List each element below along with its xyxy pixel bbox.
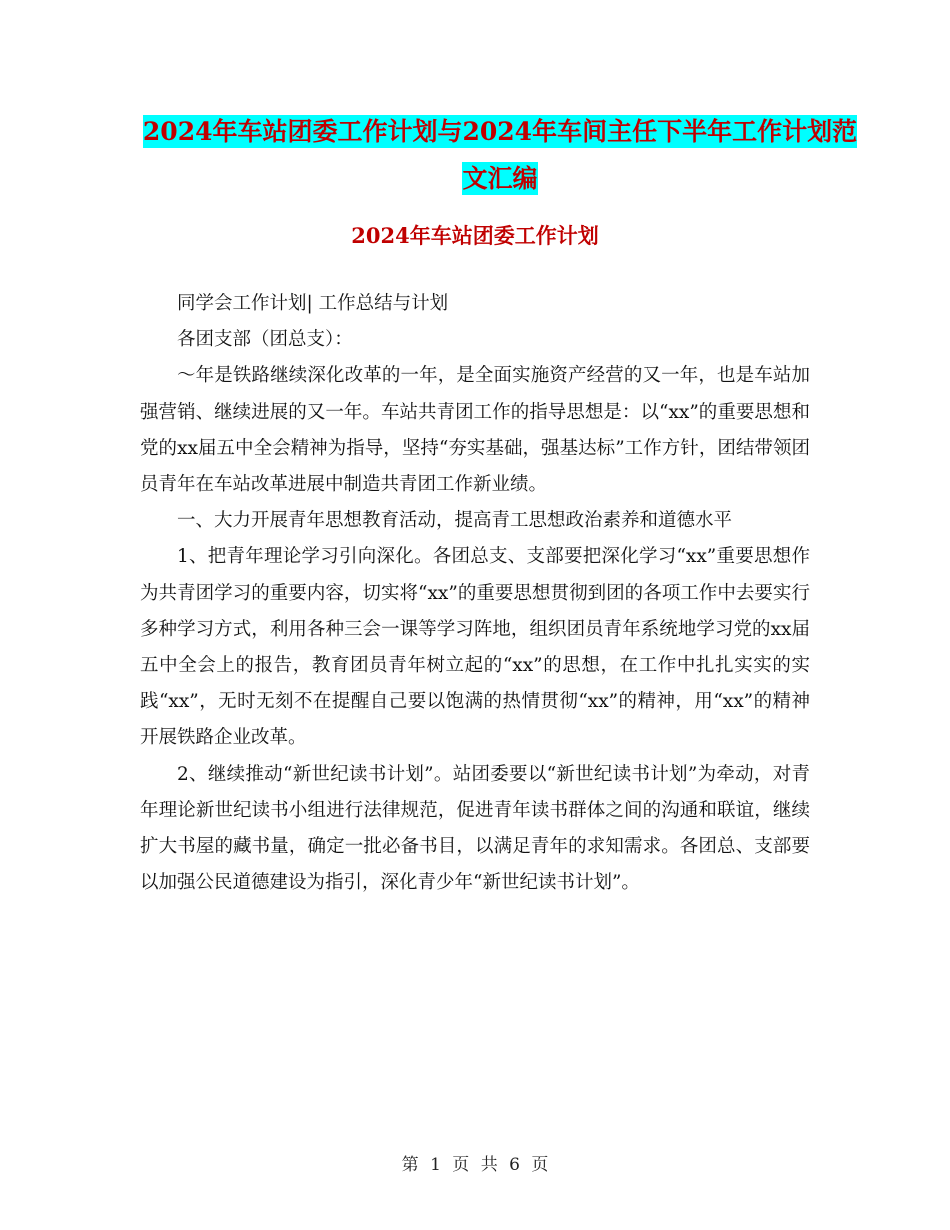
section-title: 2024年车站团委工作计划 — [351, 223, 599, 248]
document-title — [140, 108, 860, 202]
paragraph: 一、大力开展青年思想教育活动，提高青工思想政治素养和道德水平 — [177, 510, 733, 532]
paragraph: 各团支部（团总支）： — [177, 329, 353, 351]
document-body — [140, 286, 810, 901]
document-title-text: 2024年车站团委工作计划与2024年车间主任下半年工作计划范文汇编 — [142, 117, 858, 193]
paragraph: ～年是铁路继续深化改革的一年，是全面实施资产经营的又一年，也是车站加强营销、继续进展的又一年。车站共青团工作的指导思想是：以“xx”的重要思想和党的xx届五中全会精神为指导，坚持“夯实基础，强基达标”工作方针，团结带领团员青年在车站改革进展中制造共青团工作新业绩。 — [140, 365, 810, 496]
paragraph: 同学会工作计划| 工作总结与计划 — [177, 293, 449, 314]
paragraph: 1、把青年理论学习引向深化。各团总支、支部要把深化学习“xx”重要思想作为共青团学习的重要内容，切实将“xx”的重要思想贯彻到团的各项工作中去要实行多种学习方式，利用各种三会一课等学习阵地，组织团员青年系统地学习党的xx届五中全会上的报告，教育团员青年树立起的“xx”的思想，在工作中扎扎实实的实践“xx”，无时无刻不在提醒自己要以饱满的热情贯彻“xx”的精神，用“xx”的精神开展铁路企业改革。 — [140, 546, 810, 749]
paragraph: 2、继续推动“新世纪读书计划”。站团委要以“新世纪读书计划”为牵动，对青年理论新世纪读书小组进行法律规范，促进青年读书群体之间的沟通和联谊，继续扩大书屋的藏书量，确定一批必备书目，以满足青年的求知需求。各团总、支部要以加强公民道德建设为指引，深化青少年“新世纪读书计划”。 — [140, 763, 810, 894]
page-footer: 第 1 页 共 6 页 — [401, 1155, 549, 1175]
